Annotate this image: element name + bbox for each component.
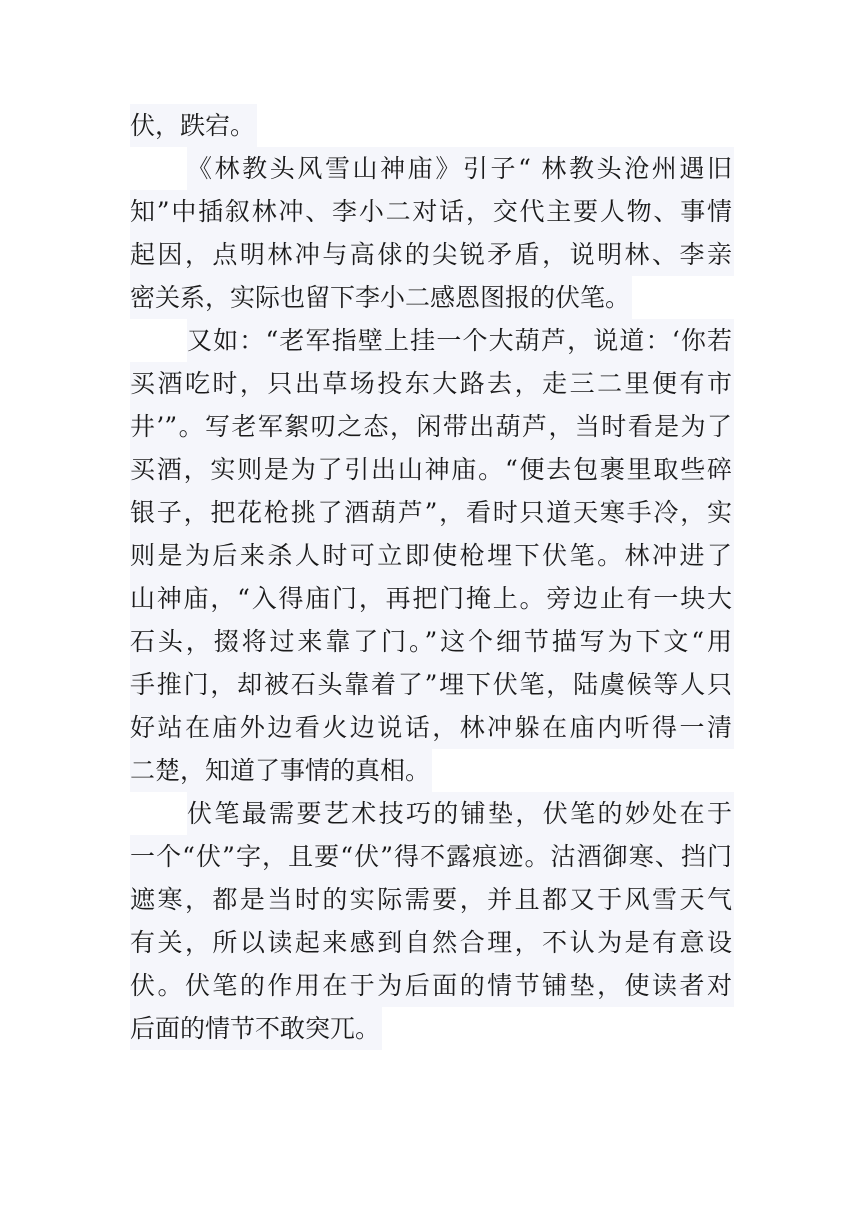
text-line — [130, 362, 732, 405]
text-line — [130, 190, 732, 233]
line-text: 二楚，知道了事情的真相。 — [130, 749, 432, 792]
line-text: 一个“伏”字，且要“伏”得不露痕迹。沽酒御寒、挡门 — [130, 835, 734, 878]
line-text: 则是为后来杀人时可立即使枪埋下伏笔。林冲进了 — [130, 534, 734, 577]
line-text: 起因，点明林冲与高俅的尖锐矛盾，说明林、李亲 — [130, 233, 734, 276]
text-line — [130, 1007, 732, 1050]
text-line — [130, 491, 732, 534]
line-text: 伏笔最需要艺术技巧的铺垫，伏笔的妙处在于 — [187, 792, 734, 835]
line-text: 知”中插叙林冲、李小二对话，交代主要人物、事情 — [130, 190, 734, 233]
line-text: 买酒，实则是为了引出山神庙。“便去包裹里取些碎 — [130, 448, 734, 491]
text-line — [130, 319, 732, 362]
line-text: 石头，掇将过来靠了门。”这个细节描写为下文“用 — [130, 620, 734, 663]
text-line — [130, 147, 732, 190]
line-text: 银子，把花枪挑了酒葫芦”，看时只道天寒手冷，实 — [130, 491, 734, 534]
text-line — [130, 620, 732, 663]
line-text: 井’”。写老军絮叨之态，闲带出葫芦，当时看是为了 — [130, 405, 734, 448]
line-text: 手推门，却被石头靠着了”埋下伏笔，陆虞候等人只 — [130, 663, 734, 706]
text-line — [130, 448, 732, 491]
text-line — [130, 878, 732, 921]
text-line — [130, 835, 732, 878]
text-line — [130, 104, 732, 147]
line-text: 《林教头风雪山神庙》引子“ 林教头沧州遇旧 — [187, 147, 734, 190]
text-line — [130, 276, 732, 319]
text-line — [130, 706, 732, 749]
line-text: 密关系，实际也留下李小二感恩图报的伏笔。 — [130, 276, 632, 319]
line-text: 又如：“老军指壁上挂一个大葫芦，说道：‘你若 — [187, 319, 734, 362]
text-line — [130, 792, 732, 835]
text-line — [130, 405, 732, 448]
line-text: 有关，所以读起来感到自然合理，不认为是有意设 — [130, 921, 734, 964]
text-line — [130, 749, 732, 792]
text-line — [130, 534, 732, 577]
line-text: 伏。伏笔的作用在于为后面的情节铺垫，使读者对 — [130, 964, 734, 1007]
line-text: 好站在庙外边看火边说话，林冲躲在庙内听得一清 — [130, 706, 734, 749]
text-line — [130, 921, 732, 964]
body-text — [130, 104, 732, 1050]
text-line — [130, 233, 732, 276]
text-line — [130, 964, 732, 1007]
line-text: 伏，跌宕。 — [130, 104, 257, 147]
line-text: 买酒吃时，只出草场投东大路去，走三二里便有市 — [130, 362, 734, 405]
line-text: 遮寒，都是当时的实际需要，并且都又于风雪天气 — [130, 878, 734, 921]
text-line — [130, 663, 732, 706]
line-text: 山神庙，“入得庙门，再把门掩上。旁边止有一块大 — [130, 577, 734, 620]
text-line — [130, 577, 732, 620]
line-text: 后面的情节不敢突兀。 — [130, 1007, 382, 1050]
